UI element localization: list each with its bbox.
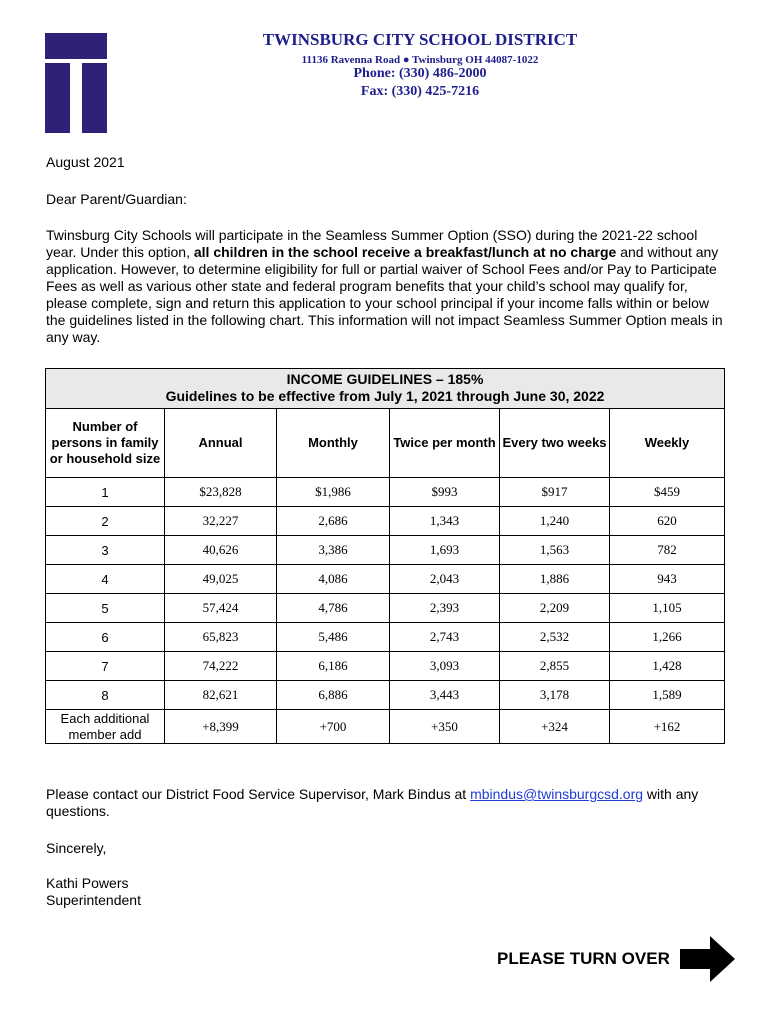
table-cell: +162 <box>609 710 724 743</box>
table-cell: 1,886 <box>499 565 609 593</box>
table-cell: 3,093 <box>389 652 499 680</box>
table-cell: $459 <box>609 478 724 506</box>
table-cell: 1,240 <box>499 507 609 535</box>
table-cell: 943 <box>609 565 724 593</box>
table-row <box>46 680 724 709</box>
table-cell: 32,227 <box>164 507 276 535</box>
table-cell: 1,105 <box>609 594 724 622</box>
district-logo <box>45 33 107 133</box>
table-cell: 8 <box>101 687 109 703</box>
table-cell: +8,399 <box>164 710 276 743</box>
table-cell: 1 <box>101 484 109 500</box>
table-cell: 2,043 <box>389 565 499 593</box>
column-header-every-two-weeks: Every two weeks <box>499 409 609 477</box>
table-cell: 74,222 <box>164 652 276 680</box>
table-row <box>46 564 724 593</box>
table-cell: 2,393 <box>389 594 499 622</box>
table-cell: +700 <box>276 710 389 743</box>
table-cell: 3,443 <box>389 681 499 709</box>
contact-paragraph <box>46 786 736 820</box>
table-cell: 65,823 <box>164 623 276 651</box>
please-turn-over <box>497 936 735 982</box>
table-cell: 40,626 <box>164 536 276 564</box>
table-cell: 3 <box>101 542 109 558</box>
table-row <box>46 709 724 743</box>
table-row <box>46 506 724 535</box>
table-cell: 2 <box>101 513 109 529</box>
table-cell: 6,886 <box>276 681 389 709</box>
table-cell: 5 <box>101 600 109 616</box>
table-cell: 3,386 <box>276 536 389 564</box>
table-row <box>46 651 724 680</box>
table-cell: 49,025 <box>164 565 276 593</box>
body-text-bold: all children in the school receive a breakfast/lunch at no charge <box>193 244 617 260</box>
table-row <box>46 477 724 506</box>
table-cell: $917 <box>499 478 609 506</box>
table-cell: 2,209 <box>499 594 609 622</box>
letter-body <box>46 227 726 346</box>
table-cell: 5,486 <box>276 623 389 651</box>
table-cell: 4,086 <box>276 565 389 593</box>
table-cell: 6,186 <box>276 652 389 680</box>
column-header-household-size: Number of persons in family or household size <box>49 419 161 466</box>
table-cell: 2,855 <box>499 652 609 680</box>
column-headers <box>46 409 724 477</box>
supervisor-email-link[interactable]: mbindus@twinsburgcsd.org <box>470 786 644 802</box>
district-address: 11136 Ravenna Road ● Twinsburg OH 44087-1022 <box>301 54 539 66</box>
table-cell: 6 <box>101 629 109 645</box>
table-cell: $993 <box>389 478 499 506</box>
table-cell: 1,343 <box>389 507 499 535</box>
table-cell: 1,428 <box>609 652 724 680</box>
signer-name: Kathi Powers <box>46 875 129 891</box>
table-row <box>46 622 724 651</box>
table-cell: Each additional member add <box>60 710 150 742</box>
table-subtitle: Guidelines to be effective from July 1, 2021 through June 30, 2022 <box>165 388 605 404</box>
table-cell: 82,621 <box>164 681 276 709</box>
table-cell: 4 <box>101 571 109 587</box>
table-cell: 3,178 <box>499 681 609 709</box>
table-cell: +324 <box>499 710 609 743</box>
table-cell: 57,424 <box>164 594 276 622</box>
table-cell: 782 <box>609 536 724 564</box>
table-cell: 2,743 <box>389 623 499 651</box>
table-cell: 620 <box>609 507 724 535</box>
column-header-annual: Annual <box>164 409 276 477</box>
table-cell: 2,686 <box>276 507 389 535</box>
table-cell: 1,693 <box>389 536 499 564</box>
district-fax: Fax: (330) 425-7216 <box>360 84 480 99</box>
district-phone: Phone: (330) 486-2000 <box>353 66 487 81</box>
table-header <box>46 369 724 409</box>
table-row <box>46 535 724 564</box>
table-cell: 2,532 <box>499 623 609 651</box>
column-header-twice-per-month: Twice per month <box>389 409 499 477</box>
body-text-end: and without any application. However, to determine eligibility for full or partial waiver of School Fees and/or Pay to Participate Fees as well as various other state and federal program benefits that your child’s school may qualify for, please complete, sign and return this application to your school principal if your income falls within or below the guidelines listed in the following chart. This information will not impact Seamless Summer Option meals in any way. <box>46 244 723 345</box>
table-cell: 1,266 <box>609 623 724 651</box>
column-header-weekly: Weekly <box>609 409 724 477</box>
letter-date: August 2021 <box>46 154 125 170</box>
letter-salutation: Dear Parent/Guardian: <box>46 191 187 207</box>
turn-over-label: PLEASE TURN OVER <box>497 949 670 968</box>
district-name: TWINSBURG CITY SCHOOL DISTRICT <box>262 30 578 49</box>
table-cell: $1,986 <box>276 478 389 506</box>
income-guidelines-table <box>45 368 725 744</box>
table-cell: 7 <box>101 658 109 674</box>
closing-sign-off: Sincerely, <box>46 840 107 856</box>
signer-title: Superintendent <box>46 892 141 908</box>
table-cell: 4,786 <box>276 594 389 622</box>
contact-text-after: with any questions. <box>46 786 699 819</box>
table-title: INCOME GUIDELINES – 185% <box>286 371 484 387</box>
table-cell: 1,563 <box>499 536 609 564</box>
right-arrow-icon <box>680 936 735 982</box>
table-row <box>46 593 724 622</box>
table-cell: 1,589 <box>609 681 724 709</box>
body-text-start: Twinsburg City Schools will participate in the Seamless Summer Option (SSO) during the 2021-22 school year. Under this option, <box>46 227 698 260</box>
table-cell: +350 <box>389 710 499 743</box>
contact-text-before: Please contact our District Food Service Supervisor, Mark Bindus at <box>46 786 471 802</box>
column-header-monthly: Monthly <box>276 409 389 477</box>
table-cell: $23,828 <box>164 478 276 506</box>
